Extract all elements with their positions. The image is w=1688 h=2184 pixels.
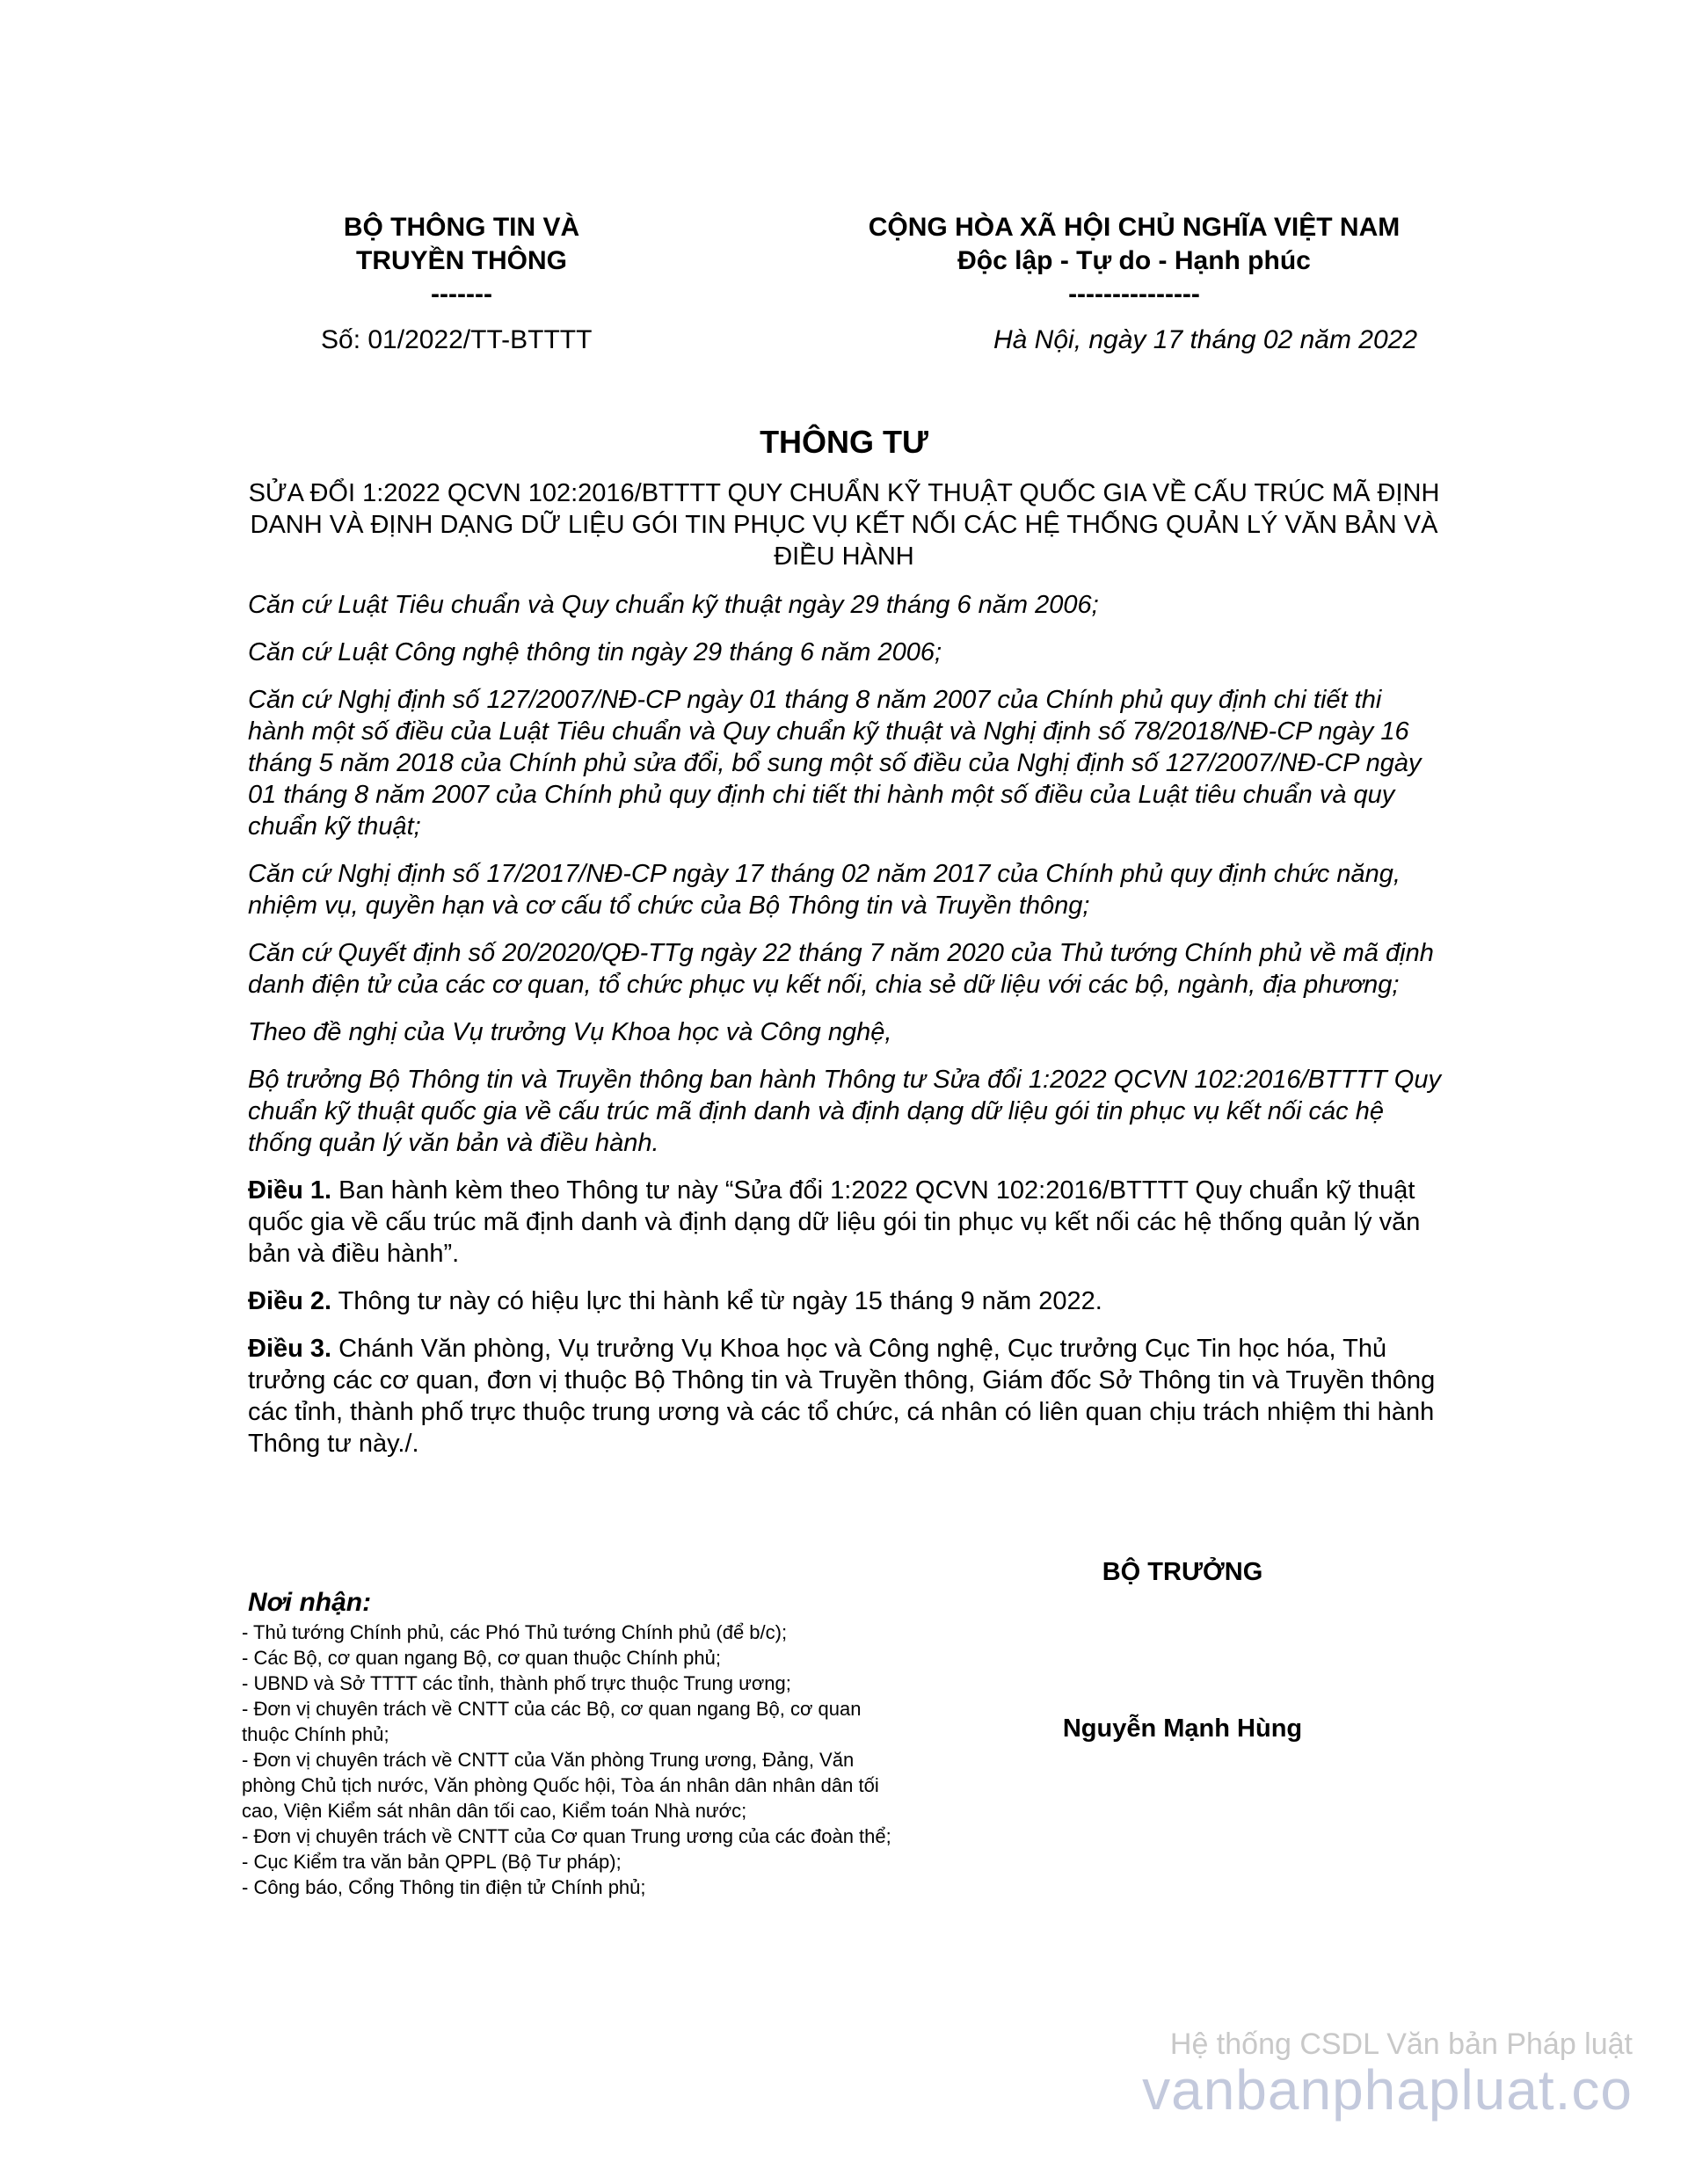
document-number: Số: 01/2022/TT-BTTTT xyxy=(321,325,593,354)
recipients-list xyxy=(242,1620,910,1900)
preamble-paragraph: Căn cứ Nghị định số 127/2007/NĐ-CP ngày 01 tháng 8 năm 2007 của Chính phủ quy định chi tiết thi hành một số điều của Luật Tiêu chuẩn và Quy chuẩn kỹ thuật và Nghị định số 78/2018/NĐ-CP ngày 16 tháng 5 năm 2018 của Chính phủ sửa đổi, bổ sung một số điều của Nghị định số 127/2007/NĐ-CP ngày 01 tháng 8 năm 2007 của Chính phủ quy định chi tiết thi hành một số điều của Luật tiêu chuẩn và quy chuẩn kỹ thuật; xyxy=(248,686,1422,841)
recipient-item: - Công báo, Cổng Thông tin điện tử Chính phủ; xyxy=(242,1876,646,1898)
preamble-paragraph: Theo đề nghị của Vụ trưởng Vụ Khoa học và Công nghệ, xyxy=(248,1018,892,1046)
article-label: Điều 1. xyxy=(248,1176,332,1205)
national-motto xyxy=(756,211,1512,311)
article-text: Thông tư này có hiệu lực thi hành kể từ ngày 15 tháng 9 năm 2022. xyxy=(331,1287,1102,1315)
recipients-heading: Nơi nhận: xyxy=(248,1588,372,1617)
document-title: THÔNG TƯ xyxy=(760,424,928,460)
issuing-agency xyxy=(299,211,624,311)
recipient-item: - Các Bộ, cơ quan ngang Bộ, cơ quan thuộc Chính phủ; xyxy=(242,1647,721,1669)
preamble-paragraph: Căn cứ Quyết định số 20/2020/QĐ-TTg ngày 22 tháng 7 năm 2020 của Thủ tướng Chính phủ về mã định danh điện tử của các cơ quan, tổ chức phục vụ kết nối, chia sẻ dữ liệu với các bộ, ngành, địa phương; xyxy=(248,939,1434,999)
recipient-item: - Thủ tướng Chính phủ, các Phó Thủ tướng Chính phủ (để b/c); xyxy=(242,1621,788,1643)
preamble-paragraph: Căn cứ Luật Công nghệ thông tin ngày 29 tháng 6 năm 2006; xyxy=(248,638,942,666)
motto: Độc lập - Tự do - Hạnh phúc xyxy=(957,246,1311,275)
recipient-item: - Đơn vị chuyên trách về CNTT của các Bộ, cơ quan ngang Bộ, cơ quan thuộc Chính phủ; xyxy=(242,1698,862,1745)
agency-line-1: BỘ THÔNG TIN VÀ xyxy=(343,213,580,242)
country-name: CỘNG HÒA XÃ HỘI CHỦ NGHĨA VIỆT NAM xyxy=(868,213,1401,242)
watermark-caption: Hệ thống CSDL Văn bản Pháp luật xyxy=(1169,2027,1633,2061)
recipient-item: - Đơn vị chuyên trách về CNTT của Cơ quan Trung ương của các đoàn thể; xyxy=(242,1825,891,1847)
agency-line-2: TRUYỀN THÔNG xyxy=(356,246,567,275)
preamble-paragraph: Bộ trưởng Bộ Thông tin và Truyền thông ban hành Thông tư Sửa đổi 1:2022 QCVN 102:2016/BTTTT Quy chuẩn kỹ thuật quốc gia về cấu trúc mã định danh và định dạng dữ liệu gói tin phục vụ kết nối các hệ thống quản lý văn bản và điều hành. xyxy=(248,1066,1441,1157)
article-label: Điều 2. xyxy=(248,1287,332,1315)
watermark-domain: vanbanphapluat.co xyxy=(1142,2058,1633,2122)
article-label: Điều 3. xyxy=(248,1335,332,1363)
recipient-item: - UBND và Sở TTTT các tỉnh, thành phố trực thuộc Trung ương; xyxy=(242,1672,791,1694)
article-3 xyxy=(248,1333,1442,1460)
motto-rule: --------------- xyxy=(1068,280,1200,309)
agency-rule: ------- xyxy=(431,280,492,309)
document-subtitle: SỬA ĐỔI 1:2022 QCVN 102:2016/BTTTT QUY CHUẨN KỸ THUẬT QUỐC GIA VỀ CẤU TRÚC MÃ ĐỊNH DANH VÀ ĐỊNH DẠNG DỮ LIỆU GÓI TIN PHỤC VỤ KẾT NỐI CÁC HỆ THỐNG QUẢN LÝ VĂN BẢN VÀ ĐIỀU HÀNH xyxy=(248,479,1440,571)
signer-title: BỘ TRƯỞNG xyxy=(1102,1558,1263,1586)
recipient-item: - Cục Kiểm tra văn bản QPPL (Bộ Tư pháp); xyxy=(242,1851,622,1873)
document-body xyxy=(248,589,1442,1475)
recipient-item: - Đơn vị chuyên trách về CNTT của Văn phòng Trung ương, Đảng, Văn phòng Chủ tịch nước, Văn phòng Quốc hội, Tòa án nhân dân nhân dân tối cao, Viện Kiểm sát nhân dân tối cao, Kiểm toán Nhà nước; xyxy=(242,1749,879,1822)
preamble-paragraph: Căn cứ Nghị định số 17/2017/NĐ-CP ngày 17 tháng 02 năm 2017 của Chính phủ quy định chức năng, nhiệm vụ, quyền hạn và cơ cấu tổ chức của Bộ Thông tin và Truyền thông; xyxy=(248,860,1401,920)
place-and-date: Hà Nội, ngày 17 tháng 02 năm 2022 xyxy=(993,325,1418,354)
article-2 xyxy=(248,1285,1442,1317)
article-1 xyxy=(248,1175,1442,1270)
preamble-paragraph: Căn cứ Luật Tiêu chuẩn và Quy chuẩn kỹ thuật ngày 29 tháng 6 năm 2006; xyxy=(248,591,1099,619)
article-text: Ban hành kèm theo Thông tư này “Sửa đổi 1:2022 QCVN 102:2016/BTTTT Quy chuẩn kỹ thuật quốc gia về cấu trúc mã định danh và định dạng dữ liệu gói tin phục vụ kết nối các hệ thống quản lý văn bản và điều hành”. xyxy=(248,1176,1421,1268)
article-text: Chánh Văn phòng, Vụ trưởng Vụ Khoa học và Công nghệ, Cục trưởng Cục Tin học hóa, Thủ trưởng các cơ quan, đơn vị thuộc Bộ Thông tin và Truyền thông, Giám đốc Sở Thông tin và Truyền thông các tỉnh, thành phố trực thuộc trung ương và các tổ chức, cá nhân có liên quan chịu trách nhiệm thi hành Thông tư này./. xyxy=(248,1335,1436,1458)
signer-name: Nguyễn Mạnh Hùng xyxy=(1062,1714,1303,1743)
